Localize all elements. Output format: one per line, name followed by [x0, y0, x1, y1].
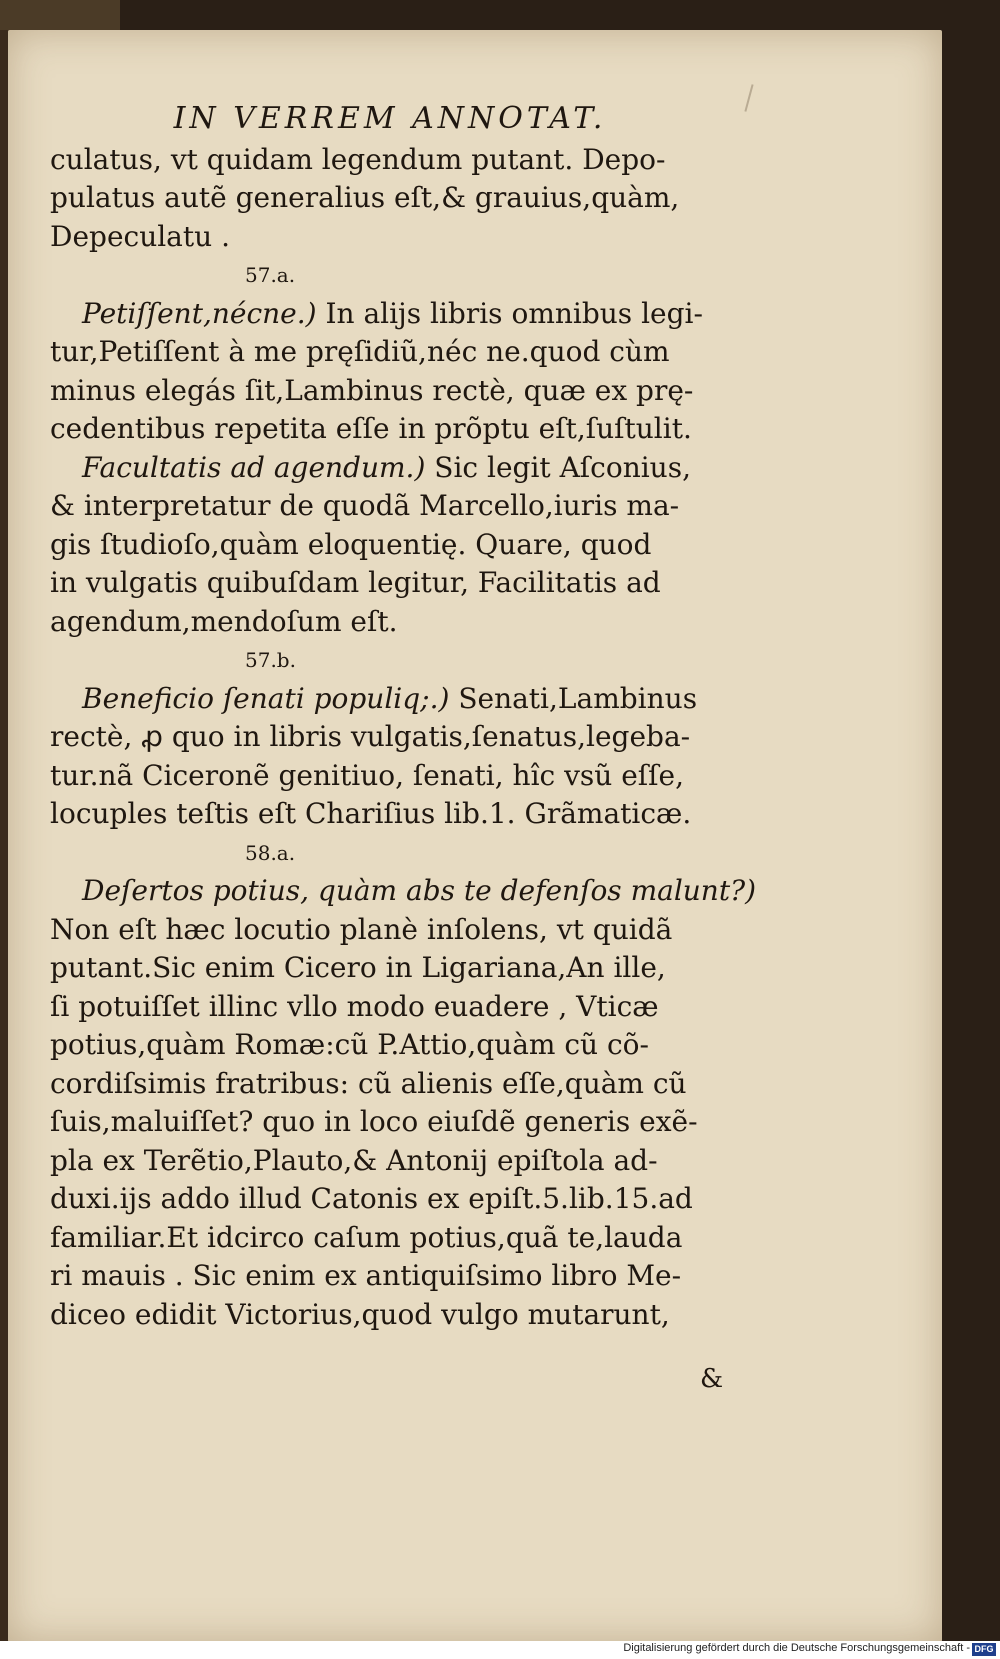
- text-line: ri mauis . Sic enim ex antiquiſsimo libro Me-: [50, 1259, 682, 1292]
- text-line: tur.nã Ciceronẽ genitiuo, ſenati, hîc vsũ eſſe,: [50, 758, 685, 792]
- text-line: rectè, ꝓ quo in libris vulgatis,ſenatus,legeba-: [50, 720, 691, 753]
- text-line: in vulgatis quibuſdam legitur, Facilitatis ad: [50, 566, 661, 599]
- catchword: &: [700, 1364, 724, 1394]
- text-line: potius,quàm Romæ:cũ P.Attio,quàm cũ cõ-: [50, 1028, 649, 1061]
- page-text: [50, 100, 757, 1334]
- reference-marker: 57.b.: [245, 648, 296, 672]
- text-line: familiar.Et idcirco caſum potius,quã te,lauda: [50, 1220, 683, 1254]
- text-line: locuples teſtis eſt Chariſius lib.1. Grãmaticæ.: [50, 797, 692, 830]
- entry-first-line: [82, 449, 750, 488]
- lemma: Petiſſent,nécne.): [82, 296, 317, 330]
- text-line: duxi.ijs addo illud Catonis ex epiſt.5.lib.15.ad: [50, 1182, 693, 1215]
- reference-marker: 58.a.: [245, 840, 296, 865]
- text-line: & interpretatur de quodã Marcello,iuris ma-: [50, 489, 680, 522]
- dfg-logo: DFG: [972, 1643, 996, 1656]
- text-line: tur,Petiſſent à me pręſidiũ,néc ne.quod cùm: [50, 335, 670, 368]
- text-line: minus elegás ſit,Lambinus rectè, quæ ex prę-: [50, 373, 694, 407]
- lemma: Beneficio ſenati populiq;.): [82, 681, 450, 715]
- page-edge: [0, 30, 8, 1642]
- entry-text: In alijs libris omnibus legi-: [316, 296, 703, 330]
- lemma: Deſertos potius, quàm abs te defenſos malunt?): [82, 874, 757, 907]
- text-line: cedentibus repetita eſſe in prõptu eſt,ſuſtulit.: [50, 412, 692, 445]
- text-line: culatus, vt quidam legendum putant. Depo-: [50, 142, 666, 176]
- text-line: pla ex Terẽtio,Plauto,& Antonij epiſtola ad-: [50, 1143, 658, 1177]
- text-line: ſi potuiſſet illinc vllo modo euadere , Vticæ: [50, 989, 659, 1023]
- text-line: cordiſsimis fratribus: cũ alienis eſſe,quàm cũ: [50, 1066, 687, 1100]
- text-line: Non eſt hæc locutio planè inſolens, vt quidã: [50, 912, 673, 946]
- entry-first-line: [82, 295, 750, 334]
- reference-marker: 57.a.: [245, 263, 296, 287]
- text-line: pulatus autẽ generalius eſt,& grauius,quàm,: [50, 181, 680, 214]
- text-line: agendum,mendoſum eſt.: [50, 604, 398, 638]
- footer-bar: [0, 1641, 1000, 1659]
- lemma: Facultatis ad agendum.): [82, 450, 426, 484]
- text-line: diceo edidit Victorius,quod vulgo mutarunt,: [50, 1297, 670, 1331]
- entry-text: Senati,Lambinus: [449, 681, 698, 715]
- running-head: IN VERREM ANNOTAT.: [173, 101, 607, 136]
- entry-first-line: [82, 680, 750, 719]
- text-line: Depeculatu .: [50, 219, 230, 253]
- entry-text: Sic legit Aſconius,: [425, 450, 691, 484]
- text-line: putant.Sic enim Cicero in Ligariana,An ille,: [50, 951, 666, 984]
- text-line: gis ſtudioſo,quàm eloquentię. Quare, quod: [50, 527, 652, 561]
- text-line: ſuis,maluiſſet? quo in loco eiuſdẽ generis exẽ-: [50, 1105, 698, 1138]
- footer-credit: Digitalisierung gefördert durch die Deutsche Forschungsgemeinschaft -: [623, 1642, 970, 1654]
